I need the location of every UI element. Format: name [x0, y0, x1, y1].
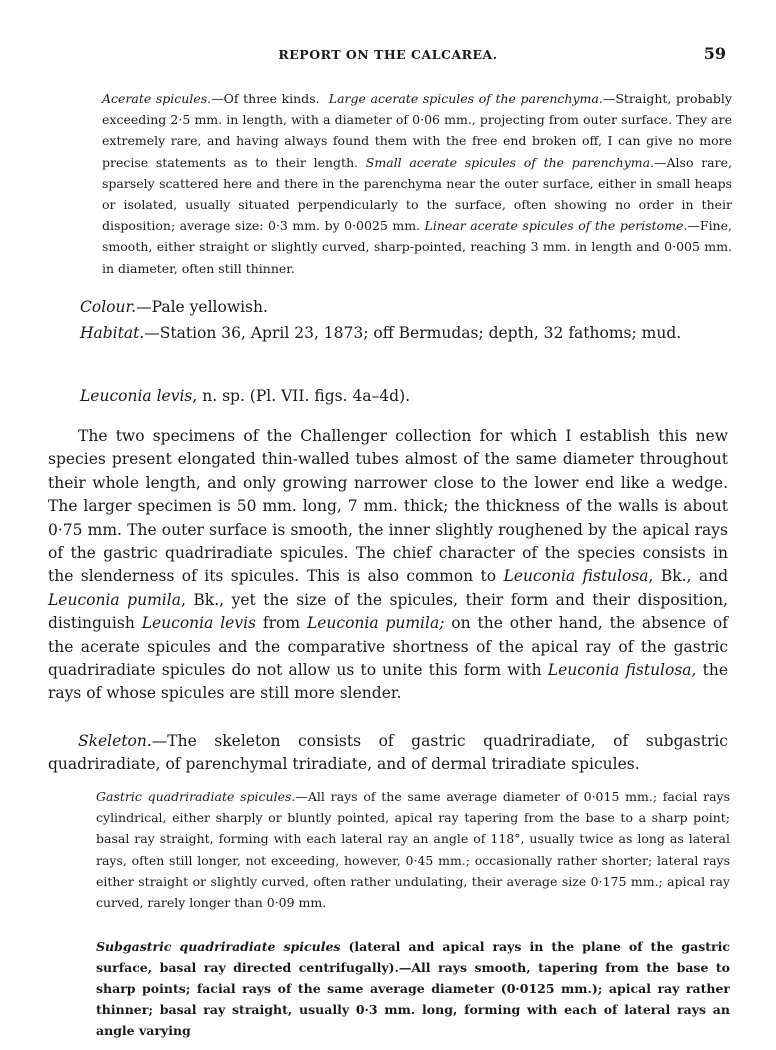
gastric-text: —All rays of the same average diameter of 0·015 mm.; facial rays cylindrical, either sharply or bluntly pointed, apical ray tapering from the base to a sharp point; basal ray straight, forming with each lateral ray an angle of 118°, usually twice as long as lateral rays, often still longer, not exceeding, however, 0·45 mm.; occasionally rather shorter; lateral rays either straight or slightly curved, often rather undulating, their average size 0·175 mm.; apical ray curved, rarely longer than 0·09 mm. [96, 789, 730, 911]
description-p5: on the other hand, the absence of the acerate spicules and the comparative shortness of the apical ray of the gastric quadriradiate spicules do not allow us to unite this form with [48, 614, 729, 680]
leuconia-pumila-2: Leuconia pumila; [306, 614, 445, 633]
page-number: 59 [703, 44, 726, 63]
subgastric-title: Subgastric quadriradiate spicules [96, 939, 341, 954]
description-p3: , Bk., yet the size of the spicules, their form and their disposition, distinguish [48, 590, 729, 633]
description-p1: The two specimens of the Challenger collection for which I establish this new species present elongated thin-walled tubes almost of the same diameter throughout their whole length, and only growing narrower close to the lower end like a wedge. The larger specimen is 50 mm. long, 7 mm. thick; the thickness of the walls is about 0·75 mm. The outer surface is smooth, the inner slightly roughened by the apical rays of the gastric quadriradiate spicules. The chief character of the species consists in the slenderness of its spicules. This is also common to [48, 427, 728, 586]
skeleton-text: —The skeleton consists of gastric quadriradiate, of subgastric quadriradiate, of parenchymal triradiate, and of dermal triradiate spicules. [48, 732, 728, 774]
running-head: REPORT ON THE CALCAREA. [278, 47, 498, 62]
acerate-lead-dash: —Of three kinds. [211, 91, 320, 106]
colour-label: Colour. [80, 298, 137, 316]
species-name: Leuconia levis [80, 387, 193, 405]
large-acerate-text: —Straight, probably exceeding 2·5 mm. in length, with a diameter of 0·06 mm., projecting from outer surface. They are extremely rare, and having always found them with the free end broken off, I can give no more precise statements as to their length. [102, 91, 732, 170]
gastric-paragraph [96, 786, 730, 913]
skeleton-label: Skeleton. [78, 732, 152, 750]
description-p4: from [256, 614, 307, 633]
colour-line [80, 296, 730, 319]
skeleton-paragraph [48, 730, 728, 777]
habitat-text: —Station 36, April 23, 1873; off Bermudas; depth, 32 fathoms; mud. [144, 324, 682, 342]
habitat-label: Habitat. [80, 324, 145, 342]
small-acerate-title: Small acerate spicules of the parenchyma. [365, 154, 655, 170]
species-rest: , n. sp. (Pl. VII. figs. 4a–4d). [192, 387, 411, 405]
gastric-title: Gastric quadriradiate spicules. [96, 789, 296, 804]
linear-acerate-text: —Fine, smooth, either straight or slightly curved, sharp-pointed, reaching 3 mm. in length and 0·005 mm. in diameter, often still thinner. [102, 218, 732, 276]
subgastric-paragraph [96, 936, 730, 1041]
colour-text: —Pale yellowish. [136, 298, 268, 316]
leuconia-fistulosa-2: Leuconia fistulosa [547, 661, 692, 680]
description-p6: , the rays of whose spicules are still more slender. [48, 661, 728, 703]
linear-acerate-title: Linear acerate spicules of the peristome. [424, 218, 688, 234]
description-p2: , Bk., and [648, 567, 728, 586]
leuconia-levis: Leuconia levis [141, 614, 257, 633]
species-heading [80, 385, 730, 408]
leuconia-pumila-1: Leuconia pumila [48, 590, 181, 609]
acerate-lead: Acerate spicules. [102, 91, 212, 106]
small-acerate-text: —Also rare, sparsely scattered here and there in the parenchyma near the outer surface, either in small heaps or isolated, usually situated perpendicularly to the surface, often showing no order in their disposition; average size: 0·3 mm. by 0·0025 mm. [102, 154, 732, 234]
acerate-spicules-paragraph [102, 88, 732, 279]
large-acerate-title: Large acerate spicules of the parenchyma. [328, 91, 603, 106]
leuconia-fistulosa-1: Leuconia fistulosa [503, 567, 649, 586]
description-paragraph [48, 425, 728, 706]
habitat-line [80, 322, 730, 345]
subgastric-text: (lateral and apical rays in the plane of the gastric surface, basal ray directed centrifugally).—All rays smooth, tapering from the base to sharp points; facial rays of the same average diameter (0·0125 mm.); apical ray rather thinner; basal ray straight, usually 0·3 mm. long, forming with each of lateral rays an angle varying [96, 939, 730, 1038]
